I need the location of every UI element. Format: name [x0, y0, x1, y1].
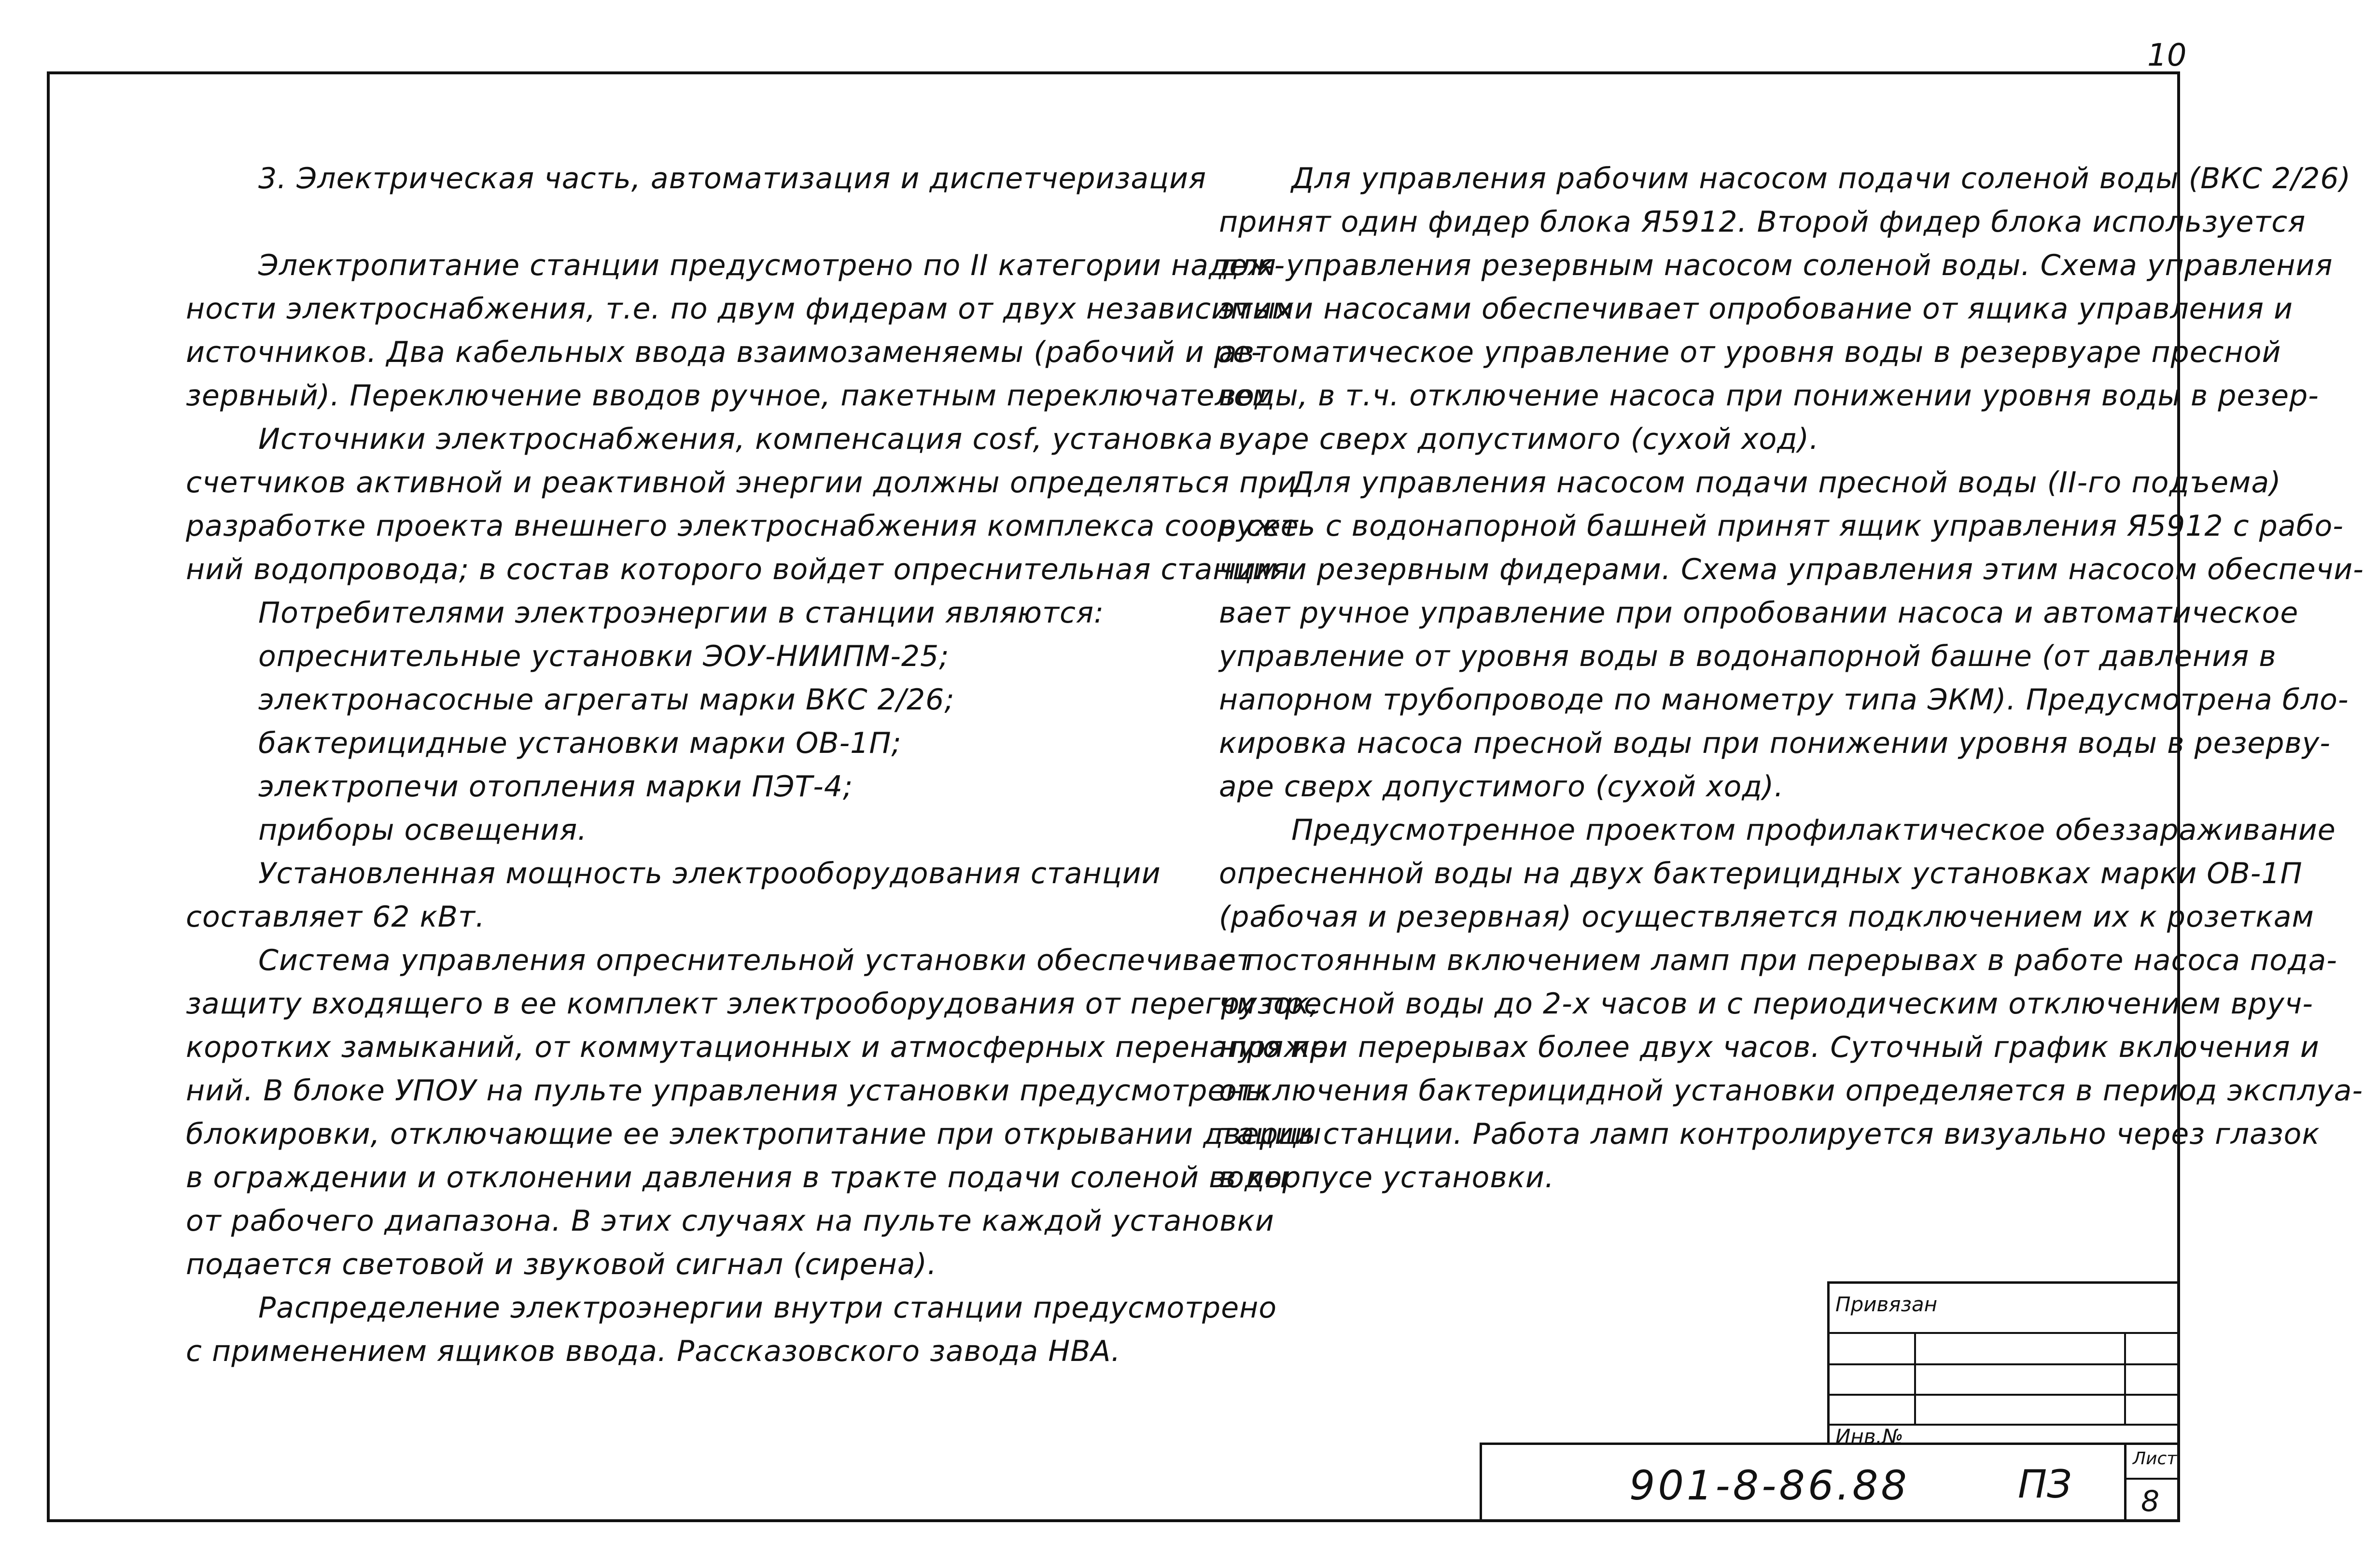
section-heading: 3. Электрическая часть, автоматизация и диспетчеризация: [258, 162, 1207, 195]
sheet-label: Лист: [2133, 1449, 2177, 1469]
text-line: Предусмотренное проектом профилактическое обеззараживание: [1291, 813, 2336, 847]
text-line: Для управления насосом подачи пресной воды (II-го подъема): [1291, 466, 2281, 500]
text-line: в сеть с водонапорной башней принят ящик управления Я5912 с рабо-: [1219, 509, 2344, 543]
text-line: коротких замыканий, от коммутационных и атмосферных перенапряже-: [186, 1030, 1340, 1064]
text-line: Для управления рабочим насосом подачи соленой воды (ВКС 2/26): [1291, 162, 2351, 195]
text-line: автоматическое управление от уровня воды в резервуаре пресной: [1219, 335, 2281, 369]
text-line: с постоянным включением ламп при перерывах в работе насоса пода-: [1219, 944, 2337, 977]
table-divider: [2124, 1332, 2126, 1424]
text-line: тации станции. Работа ламп контролируется визуально через глазок: [1219, 1117, 2320, 1151]
table-rule: [1830, 1394, 2180, 1396]
text-line: электропечи отопления марки ПЭТ-4;: [258, 770, 853, 804]
page-number: 10: [2147, 38, 2187, 73]
text-line: составляет 62 кВт.: [186, 900, 485, 934]
stamp-divider: [2124, 1445, 2126, 1522]
section-code: ПЗ: [2018, 1462, 2072, 1507]
text-line: Установленная мощность электрооборудования станции: [258, 857, 1161, 890]
text-line: (рабочая и резервная) осуществляется подключением их к розеткам: [1219, 900, 2314, 934]
text-line: опреснительные установки ЭОУ-НИИПМ-25;: [258, 639, 950, 673]
text-line: отключения бактерицидной установки определяется в период эксплуа-: [1219, 1074, 2363, 1108]
text-line: этими насосами обеспечивает опробование от ящика управления и: [1219, 292, 2294, 326]
text-line: Система управления опреснительной установки обеспечивает: [258, 944, 1254, 977]
title-block: [1480, 1443, 2180, 1522]
text-line: управление от уровня воды в водонапорной башне (от давления в: [1219, 639, 2277, 673]
text-line: опресненной воды на двух бактерицидных установках марки ОВ-1П: [1219, 857, 2303, 890]
text-line: воды, в т.ч. отключение насоса при понижении уровня воды в резер-: [1219, 379, 2319, 413]
text-line: для управления резервным насосом соленой воды. Схема управления: [1219, 249, 2333, 282]
privyazan-label: Привязан: [1835, 1292, 1938, 1316]
text-line: от рабочего диапазона. В этих случаях на пульте каждой установки: [186, 1204, 1274, 1238]
text-line: бактерицидные установки марки ОВ-1П;: [258, 726, 902, 760]
text-line: подается световой и звуковой сигнал (сирена).: [186, 1248, 937, 1281]
sheet-number: 8: [2141, 1485, 2160, 1518]
text-line: Электропитание станции предусмотрено по II категории надеж-: [258, 249, 1286, 282]
text-line: кировка насоса пресной воды при понижении уровня воды в резерву-: [1219, 726, 2331, 760]
text-line: Потребителями электроэнергии в станции являются:: [258, 596, 1105, 630]
text-line: зервный). Переключение вводов ручное, пакетным переключателем.: [186, 379, 1285, 413]
document-code: 901-8-86.88: [1629, 1462, 1910, 1509]
text-line: источников. Два кабельных ввода взаимозаменяемы (рабочий и ре-: [186, 335, 1262, 369]
text-line: ную при перерывах более двух часов. Суточный график включения и: [1219, 1030, 2320, 1064]
text-line: Источники электроснабжения, компенсация cosf, установка: [258, 422, 1214, 456]
text-line: вает ручное управление при опробовании насоса и автоматическое: [1219, 596, 2299, 630]
text-line: аре сверх допустимого (сухой ход).: [1219, 770, 1784, 804]
text-line: ний. В блоке УПОУ на пульте управления установки предусмотрены: [186, 1074, 1269, 1108]
table-rule: [1830, 1363, 2180, 1365]
text-line: в ограждении и отклонении давления в тракте подачи соленой воды: [186, 1161, 1288, 1194]
text-line: с применением ящиков ввода. Рассказовского завода НВА.: [186, 1334, 1121, 1368]
text-line: чи пресной воды до 2-х часов и с периодическим отключением вруч-: [1219, 987, 2313, 1021]
text-line: в корпусе установки.: [1219, 1161, 1554, 1194]
right-text-column: [1219, 157, 2364, 1199]
text-line: защиту входящего в ее комплект электрооборудования от перегрузок,: [186, 987, 1319, 1021]
text-line: приборы освещения.: [258, 813, 588, 847]
text-line: Распределение электроэнергии внутри станции предусмотрено: [258, 1291, 1277, 1325]
text-line: счетчиков активной и реактивной энергии должны определяться при: [186, 466, 1297, 500]
left-text-column: [186, 157, 1340, 1373]
text-line: вуаре сверх допустимого (сухой ход).: [1219, 422, 1819, 456]
inv-label: Инв.№: [1835, 1425, 1903, 1448]
text-line: напорном трубопроводе по манометру типа ЭКМ). Предусмотрена бло-: [1219, 683, 2349, 717]
text-line: ности электроснабжения, т.е. по двум фидерам от двух независимых: [186, 292, 1294, 326]
text-line: электронасосные агрегаты марки ВКС 2/26;: [258, 683, 955, 717]
table-divider: [1914, 1332, 1916, 1424]
text-line: ний водопровода; в состав которого войдет опреснительная станция.: [186, 553, 1300, 586]
approval-table: [1827, 1281, 2180, 1448]
text-line: разработке проекта внешнего электроснабжения комплекса сооруже-: [186, 509, 1310, 543]
table-rule: [1830, 1332, 2180, 1334]
text-line: блокировки, отключающие ее электропитание при открывании дверцы: [186, 1117, 1322, 1151]
text-line: чим и резервным фидерами. Схема управления этим насосом обеспечи-: [1219, 553, 2364, 586]
stamp-divider: [2124, 1478, 2180, 1480]
text-line: принят один фидер блока Я5912. Второй фидер блока используется: [1219, 205, 2306, 239]
